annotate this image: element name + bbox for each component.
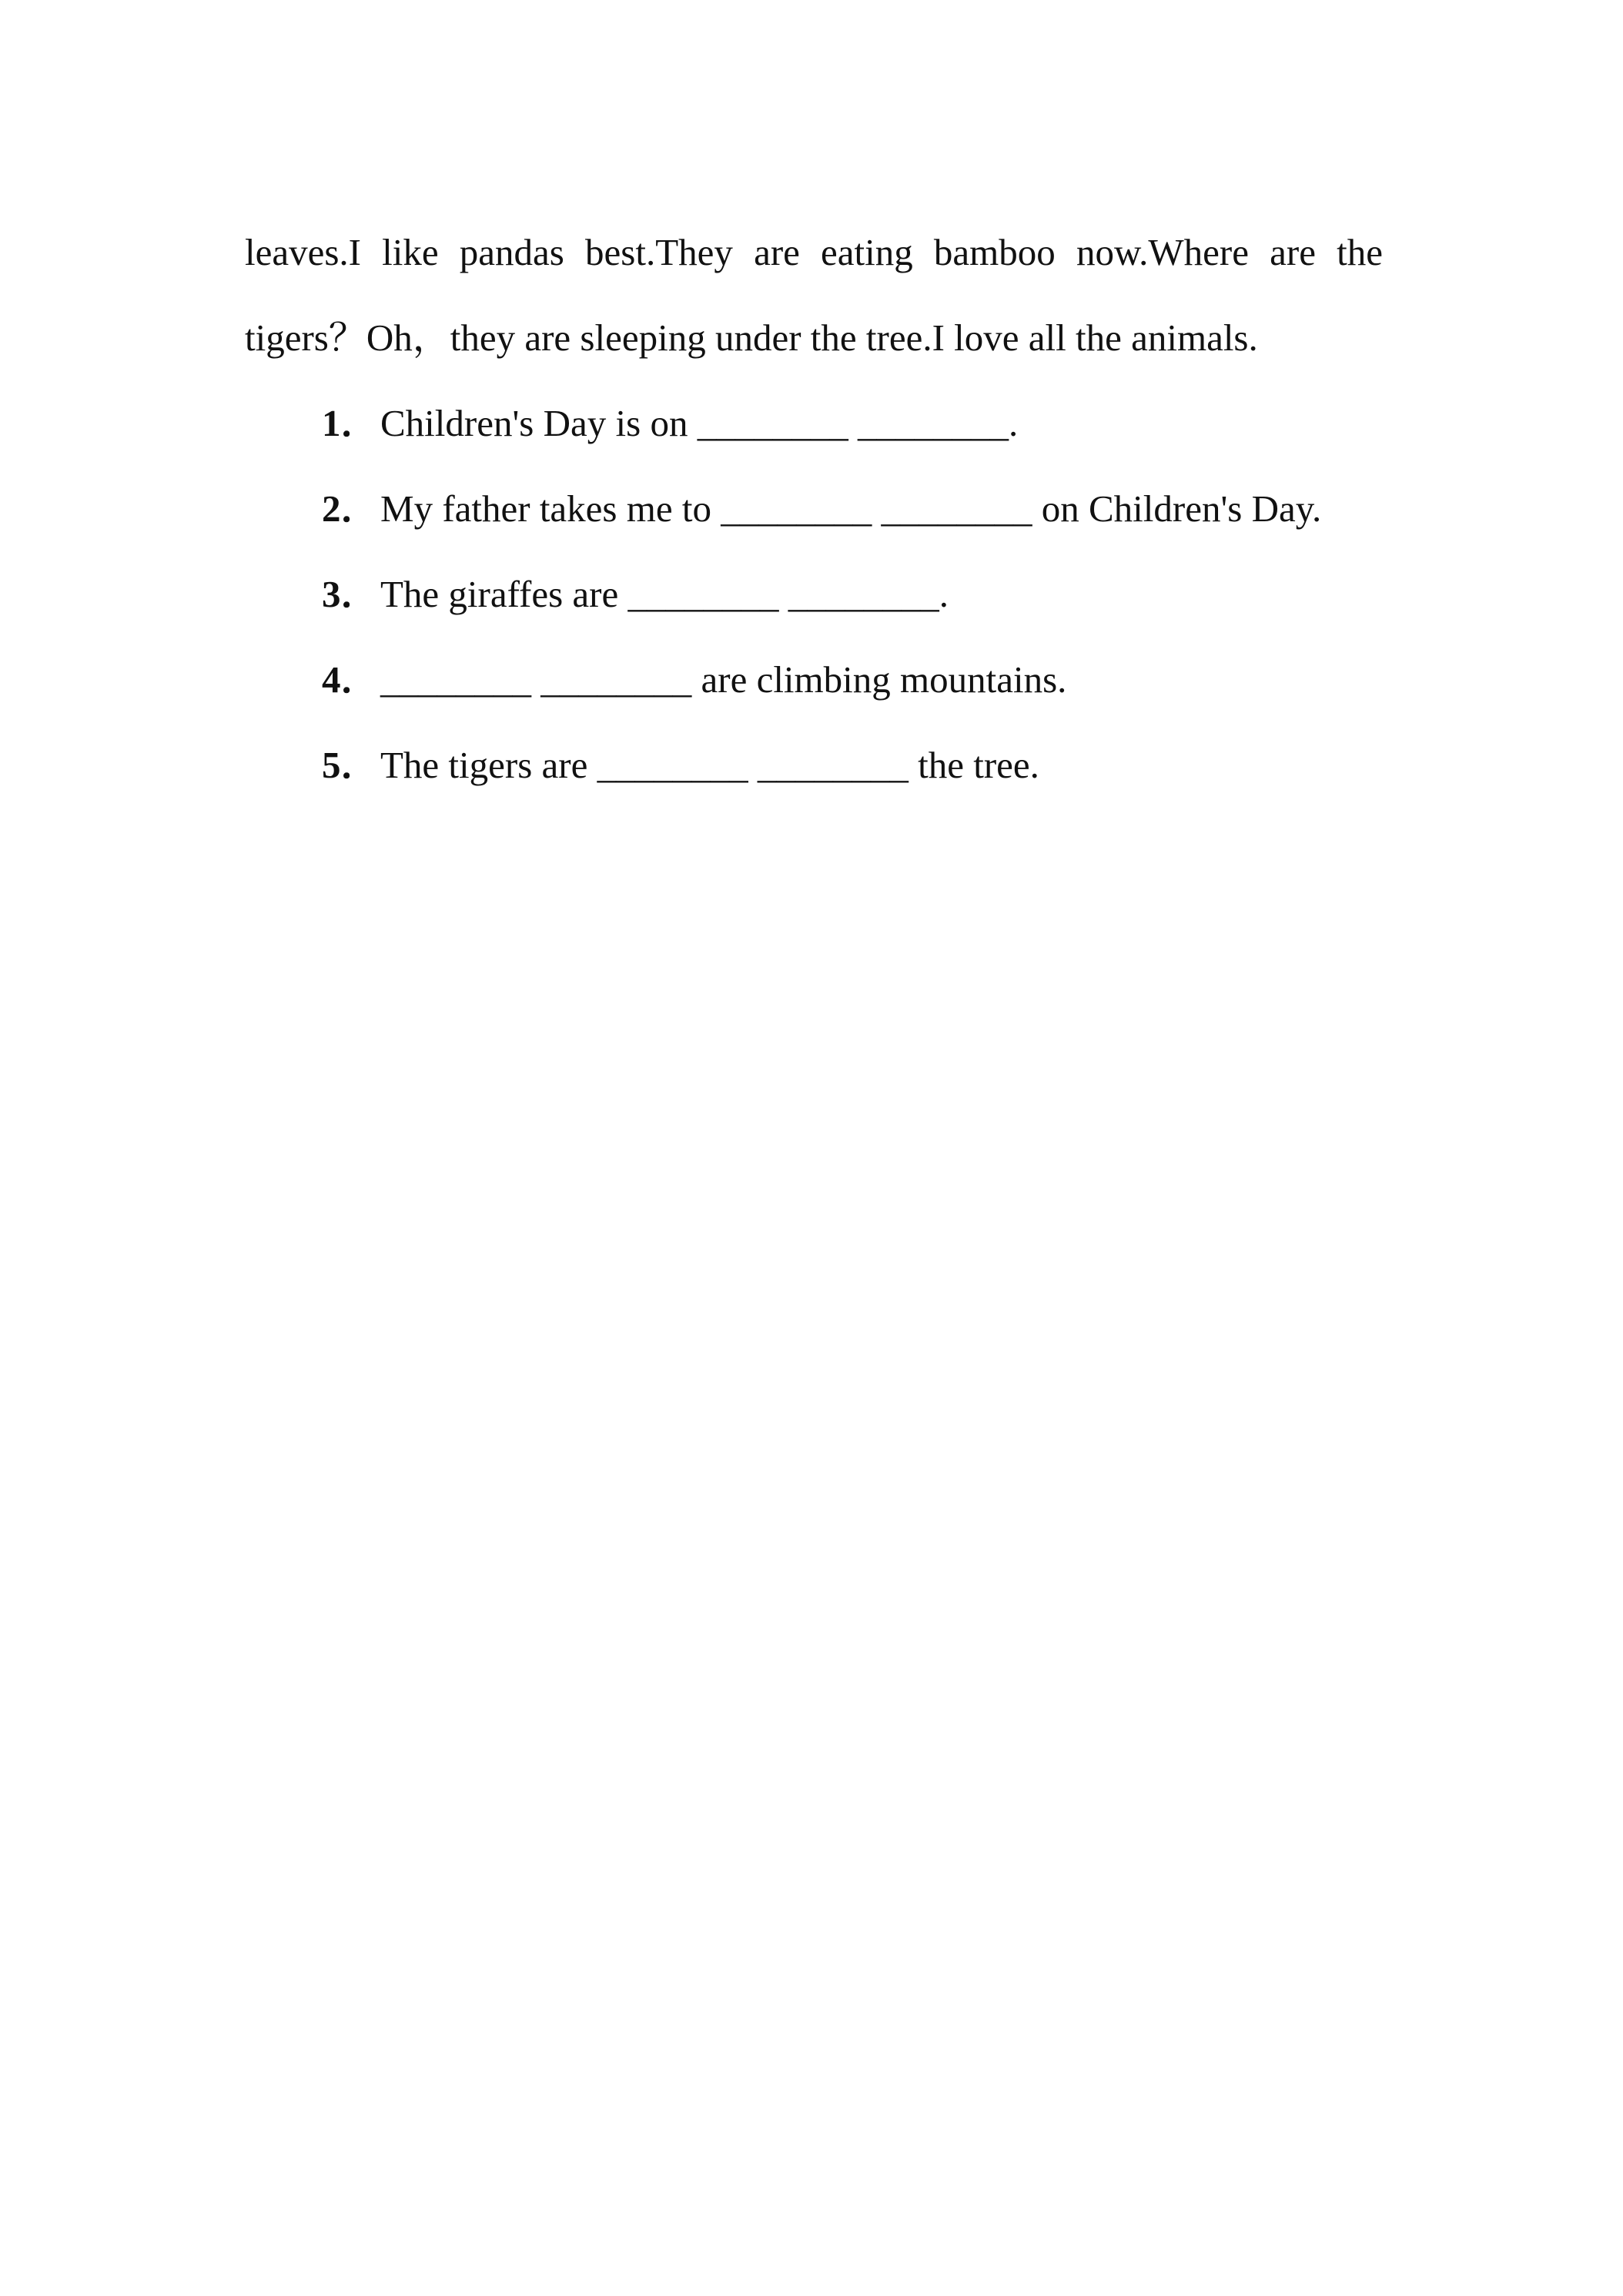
question-number: 3． <box>322 573 379 615</box>
question-number: 2． <box>322 487 379 530</box>
question-text: The giraffes are ________ ________. <box>380 573 949 615</box>
question-text: ________ ________ are climbing mountains. <box>380 658 1067 701</box>
question-item <box>322 722 1400 808</box>
question-number: 5． <box>322 744 379 786</box>
question-text: Children's Day is on ________ ________. <box>380 402 1019 444</box>
question-item <box>322 637 1400 722</box>
passage-line: tigers？Oh，they are sleeping under the tree.I love all the animals. <box>245 316 1258 359</box>
question-text: My father takes me to ________ ________ on Children's Day. <box>380 487 1322 530</box>
question-number: 4． <box>322 658 379 701</box>
question-list <box>322 380 1400 808</box>
question-number: 1． <box>322 402 379 444</box>
question-item <box>322 551 1400 637</box>
question-item <box>322 380 1400 466</box>
passage-line: leaves.I like pandas best.They are eating bamboo now.Where are the <box>245 231 1383 273</box>
reading-passage <box>245 209 1383 380</box>
question-text: The tigers are ________ ________ the tree. <box>380 744 1039 786</box>
question-item <box>322 466 1400 551</box>
